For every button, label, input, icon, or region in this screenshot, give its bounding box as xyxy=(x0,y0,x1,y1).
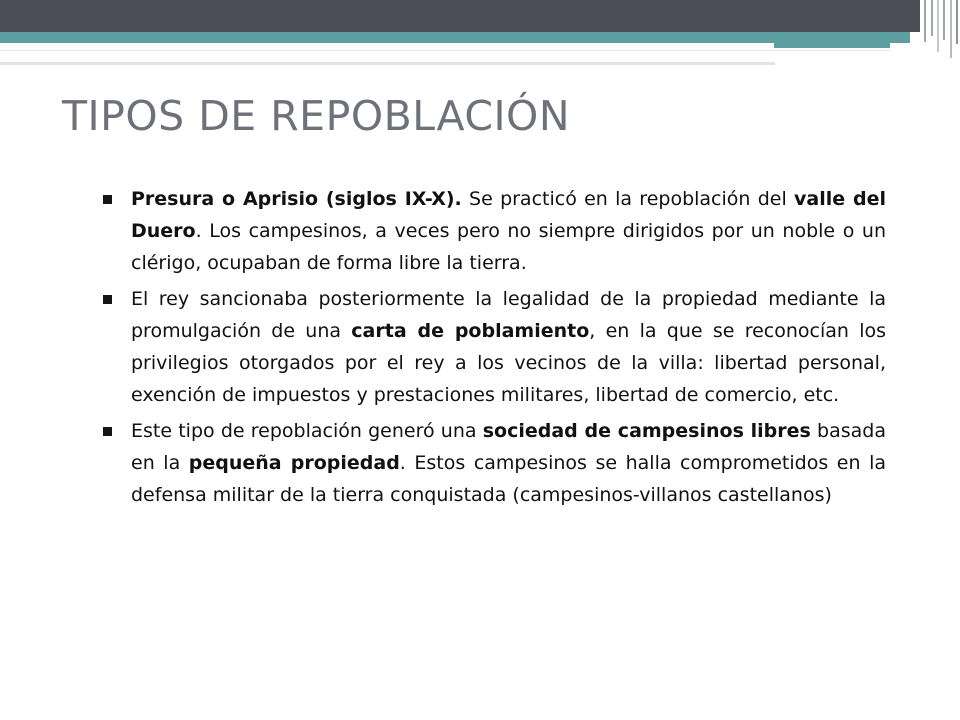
square-bullet-icon xyxy=(103,427,112,436)
bullet-text: Se practicó en la repoblación del xyxy=(461,188,795,210)
header-accent-bar xyxy=(0,32,910,43)
bullet-text-bold: pequeña propiedad xyxy=(188,452,400,474)
header-vertical-line xyxy=(956,0,958,44)
header-vertical-line xyxy=(943,0,945,40)
bullet-text: basada en la xyxy=(131,420,886,474)
header-dark-bar xyxy=(0,0,920,32)
bullet-list xyxy=(100,183,886,515)
bullet-text: , en la que se reconocían los privilegios otorgados por el rey a los vecinos de la villa: libertad personal, exención de impuestos y prestaciones militares, libertad de comercio, etc. xyxy=(131,320,886,406)
slide-title: TIPOS DE REPOBLACIÓN xyxy=(62,92,570,140)
bullet-item xyxy=(100,283,886,411)
header-accent-tail xyxy=(774,43,890,48)
bullet-item xyxy=(100,415,886,511)
square-bullet-icon xyxy=(103,195,112,204)
bullet-text: El rey sancionaba posteriormente la legalidad de la propiedad mediante la promulgación de una xyxy=(131,288,886,342)
header-vertical-line xyxy=(937,0,939,52)
bullet-text: . Los campesinos, a veces pero no siempre dirigidos por un noble o un clérigo, ocupaban de forma libre la tierra. xyxy=(131,220,886,274)
header-vertical-line xyxy=(924,0,926,42)
bullet-text-bold: valle del Duero xyxy=(131,188,886,242)
header-rule-grey xyxy=(0,62,775,65)
square-bullet-icon xyxy=(103,295,112,304)
bullet-item xyxy=(100,183,886,279)
bullet-text: Este tipo de repoblación generó una xyxy=(131,420,483,442)
bullet-text-bold: sociedad de campesinos libres xyxy=(482,420,811,442)
bullet-text-bold: Presura o Aprisio (siglos IX-X). xyxy=(131,188,462,210)
bullet-text-bold: carta de poblamiento xyxy=(351,320,590,342)
header-rule-light xyxy=(0,50,890,54)
header-vertical-line xyxy=(950,0,952,58)
bullet-text: . Estos campesinos se halla comprometidos en la defensa militar de la tierra conquistada (campesinos-villanos castellanos) xyxy=(131,452,886,506)
header-vertical-line xyxy=(931,0,933,36)
